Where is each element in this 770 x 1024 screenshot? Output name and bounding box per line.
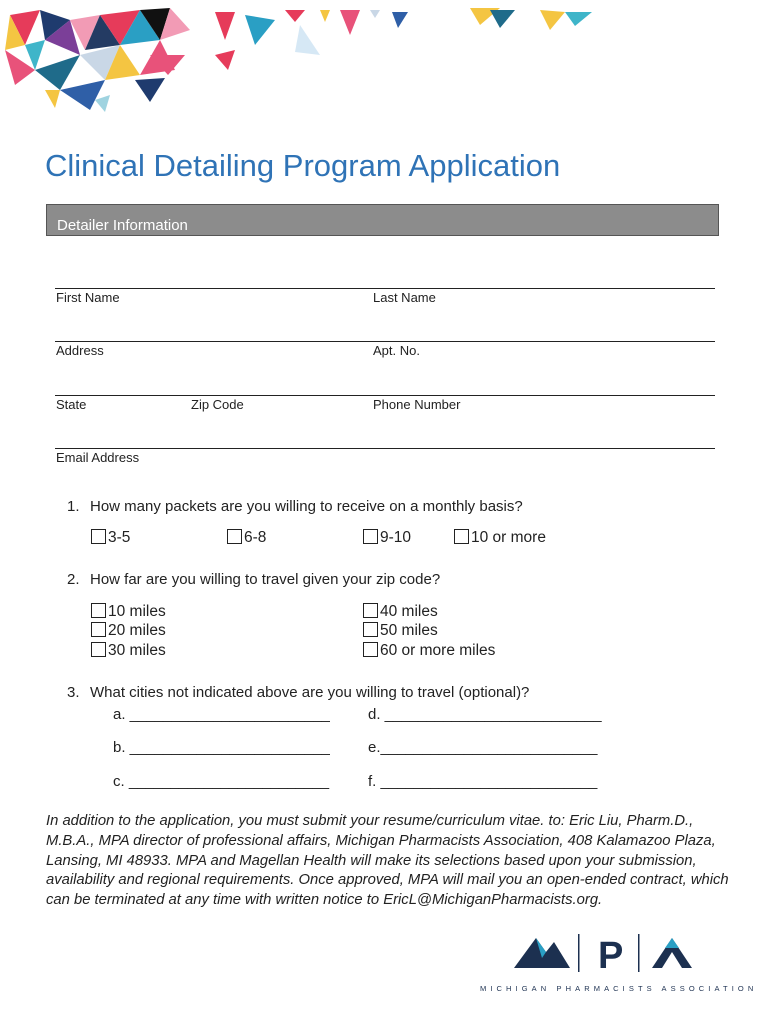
checkbox-travel-50-miles[interactable] <box>363 622 438 640</box>
state-zip-phone-line[interactable] <box>55 395 715 396</box>
last-name-label: Last Name <box>373 290 436 305</box>
section-header-label: Detailer Information <box>57 217 188 234</box>
decorative-triangle-pattern <box>0 0 770 120</box>
checkbox-icon[interactable] <box>454 529 469 544</box>
submission-instructions: In addition to the application, you must submit your resume/curriculum vitae. to: Eric Liu, Pharm.D., M.B.A., MPA director of professional affairs, Michigan Pharmacists Association, 408 Kalamazoo Plaza, Lansing, MI 48933. MPA and Magellan Health will make its selections based upon your submission, availability and regional requirements. Once approved, MPA will mail you an open-ended contract, which can be terminated at any time with written notice to EricL@MichiganPharmacists.org. <box>46 813 729 909</box>
option-label: 50 miles <box>380 622 438 639</box>
email-address-label: Email Address <box>56 450 140 465</box>
checkbox-travel-20-miles[interactable] <box>91 622 166 640</box>
email-line[interactable] <box>55 448 715 449</box>
option-label: 20 miles <box>108 622 166 639</box>
checkbox-travel-40-miles[interactable] <box>363 603 438 621</box>
address-label: Address <box>56 343 104 358</box>
mpa-logo <box>512 930 692 976</box>
checkbox-packets-6-8[interactable] <box>227 529 266 547</box>
checkbox-icon[interactable] <box>91 603 106 618</box>
page-title: Clinical Detailing Program Application <box>45 148 561 183</box>
checkbox-icon[interactable] <box>91 642 106 657</box>
question-3-text: What cities not indicated above are you willing to travel (optional)? <box>90 684 530 701</box>
checkbox-icon[interactable] <box>91 622 106 637</box>
checkbox-icon[interactable] <box>363 622 378 637</box>
option-label: 30 miles <box>108 642 166 659</box>
checkbox-packets-9-10[interactable] <box>363 529 411 547</box>
checkbox-icon[interactable] <box>91 529 106 544</box>
question-2-number: 2. <box>67 571 80 588</box>
logo-subtitle: MICHIGAN PHARMACISTS ASSOCIATION <box>480 984 758 993</box>
question-3-number: 3. <box>67 684 80 701</box>
checkbox-icon[interactable] <box>363 603 378 618</box>
option-label: 9-10 <box>380 529 412 546</box>
address-line[interactable] <box>55 341 715 342</box>
question-1-text: How many packets are you willing to receive on a monthly basis? <box>90 498 523 515</box>
option-label: 40 miles <box>380 603 438 620</box>
city-blank-b[interactable]: b. ________________________ <box>113 739 330 756</box>
question-3 <box>67 684 529 701</box>
question-2-text: How far are you willing to travel given your zip code? <box>90 571 441 588</box>
city-blank-c[interactable]: c. ________________________ <box>113 773 330 790</box>
question-1 <box>67 498 523 515</box>
zip-code-label: Zip Code <box>191 397 244 412</box>
state-label: State <box>56 397 87 412</box>
city-blank-a[interactable]: a. ________________________ <box>113 706 330 723</box>
checkbox-travel-60-or-more-miles[interactable] <box>363 642 495 660</box>
checkbox-travel-10-miles[interactable] <box>91 603 166 621</box>
question-1-number: 1. <box>67 498 80 515</box>
option-label: 10 or more <box>471 529 546 546</box>
option-label: 6-8 <box>244 529 267 546</box>
first-name-label: First Name <box>56 290 120 305</box>
name-line[interactable] <box>55 288 715 289</box>
option-label: 3-5 <box>108 529 131 546</box>
option-label: 60 or more miles <box>380 642 496 659</box>
phone-number-label: Phone Number <box>373 397 461 412</box>
city-blank-e[interactable]: e.__________________________ <box>368 739 598 756</box>
option-label: 10 miles <box>108 603 166 620</box>
logo-letter-p: P <box>598 935 624 976</box>
checkbox-packets-10-or-more[interactable] <box>454 529 546 547</box>
question-2 <box>67 571 440 588</box>
checkbox-icon[interactable] <box>227 529 242 544</box>
checkbox-packets-3-5[interactable] <box>91 529 130 547</box>
city-blank-f[interactable]: f. __________________________ <box>368 773 598 790</box>
checkbox-icon[interactable] <box>363 642 378 657</box>
apt-no-label: Apt. No. <box>373 343 420 358</box>
checkbox-icon[interactable] <box>363 529 378 544</box>
city-blank-d[interactable]: d. __________________________ <box>368 706 602 723</box>
checkbox-travel-30-miles[interactable] <box>91 642 166 660</box>
section-header-detailer-information <box>46 204 719 236</box>
